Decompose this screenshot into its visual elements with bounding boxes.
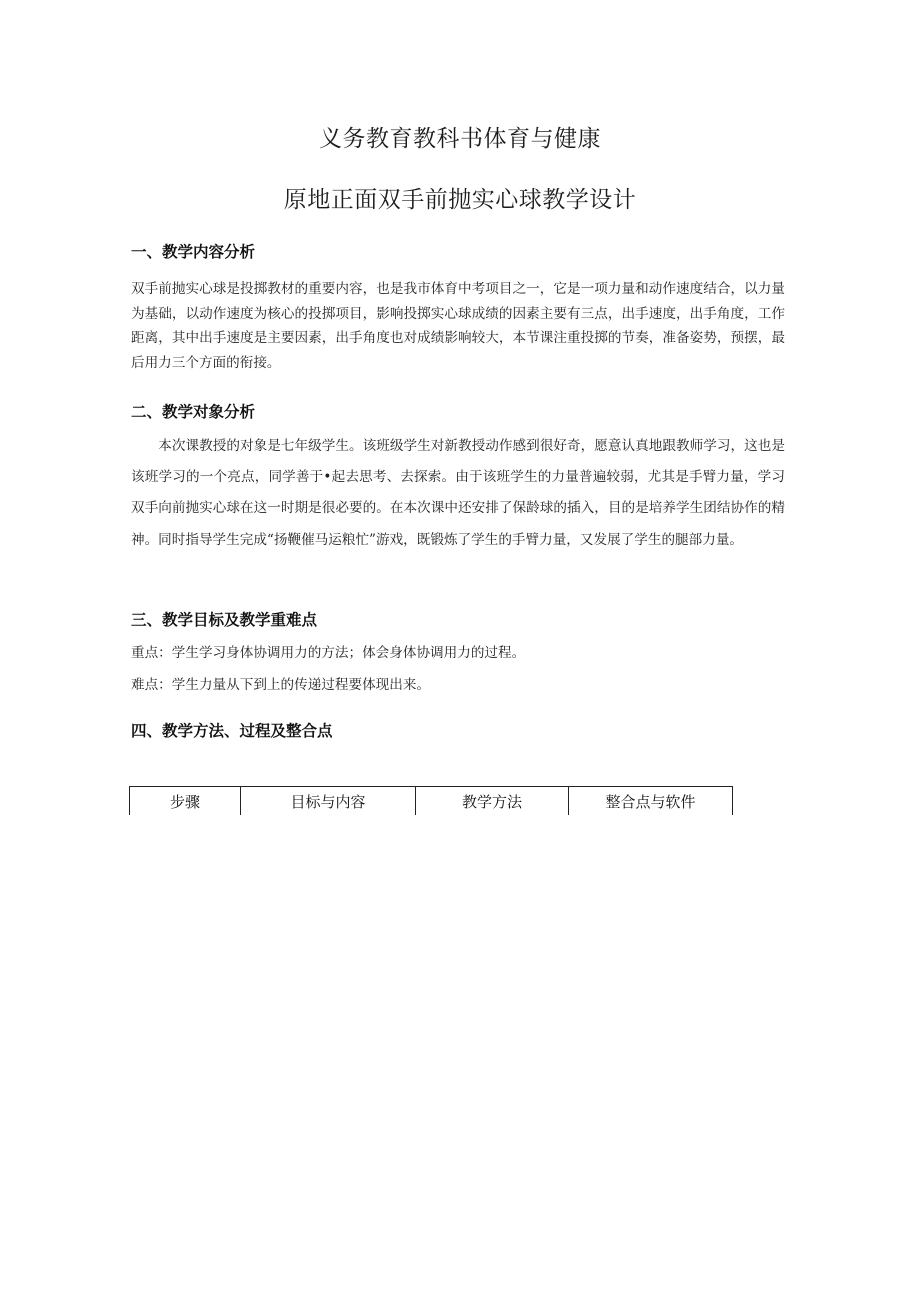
content-analysis-paragraph: 双手前抛实心球是投掷教材的重要内容，也是我市体育中考项目之一，它是一项力量和动作速度结合，以力量为基础，以动作速度为核心的投掷项目，影响投掷实心球成绩的因素主要有三点，出手速度，出手角度，工作距离，其中出手速度是主要因素，出手角度也对成绩影响较大，本节课注重投掷的节奏，准备姿势，预摆，最后用力三个方面的衔接。 — [131, 281, 785, 371]
key-point-text: 重点：学生学习身体协调用力的方法；体会身体协调用力的过程。 — [131, 645, 526, 661]
header-cell-step: 步骤 — [130, 787, 241, 816]
header-cell-integration: 整合点与软件 — [569, 787, 733, 816]
section-heading-methods: 四、教学方法、过程及整合点 — [131, 722, 333, 740]
header-cell-goal-content: 目标与内容 — [241, 787, 416, 816]
student-analysis-paragraph: 本次课教授的对象是七年级学生。该班级学生对新教授动作感到很好奇，愿意认真地跟教师学习，这也是该班学习的一个亮点，同学善于•起去思考、去探索。由于该班学生的力量普遍较弱，尤其是手臂力量，学习双手向前抛实心球在这一时期是很必要的。在本次课中还安排了保龄球的插入，目的是培养学生团结协作的精神。同时指导学生完成“扬鞭催马运粮忙”游戏，既锻炼了学生的手臂力量，又发展了学生的腿部力量。 — [131, 438, 785, 548]
document-subtitle: 原地正面双手前抛实心球教学设计 — [283, 187, 637, 213]
section-heading-objectives: 三、教学目标及教学重难点 — [131, 611, 318, 629]
difficulty-text: 难点：学生力量从下到上的传递过程要体现出来。 — [131, 677, 431, 693]
document-title: 义务教育教科书体育与健康 — [319, 126, 601, 152]
section-heading-student-analysis: 二、教学对象分析 — [131, 403, 256, 421]
header-cell-method: 教学方法 — [416, 787, 569, 816]
table-header-row — [130, 787, 733, 816]
section-heading-content-analysis: 一、教学内容分析 — [131, 243, 256, 261]
teaching-process-table — [129, 786, 733, 815]
